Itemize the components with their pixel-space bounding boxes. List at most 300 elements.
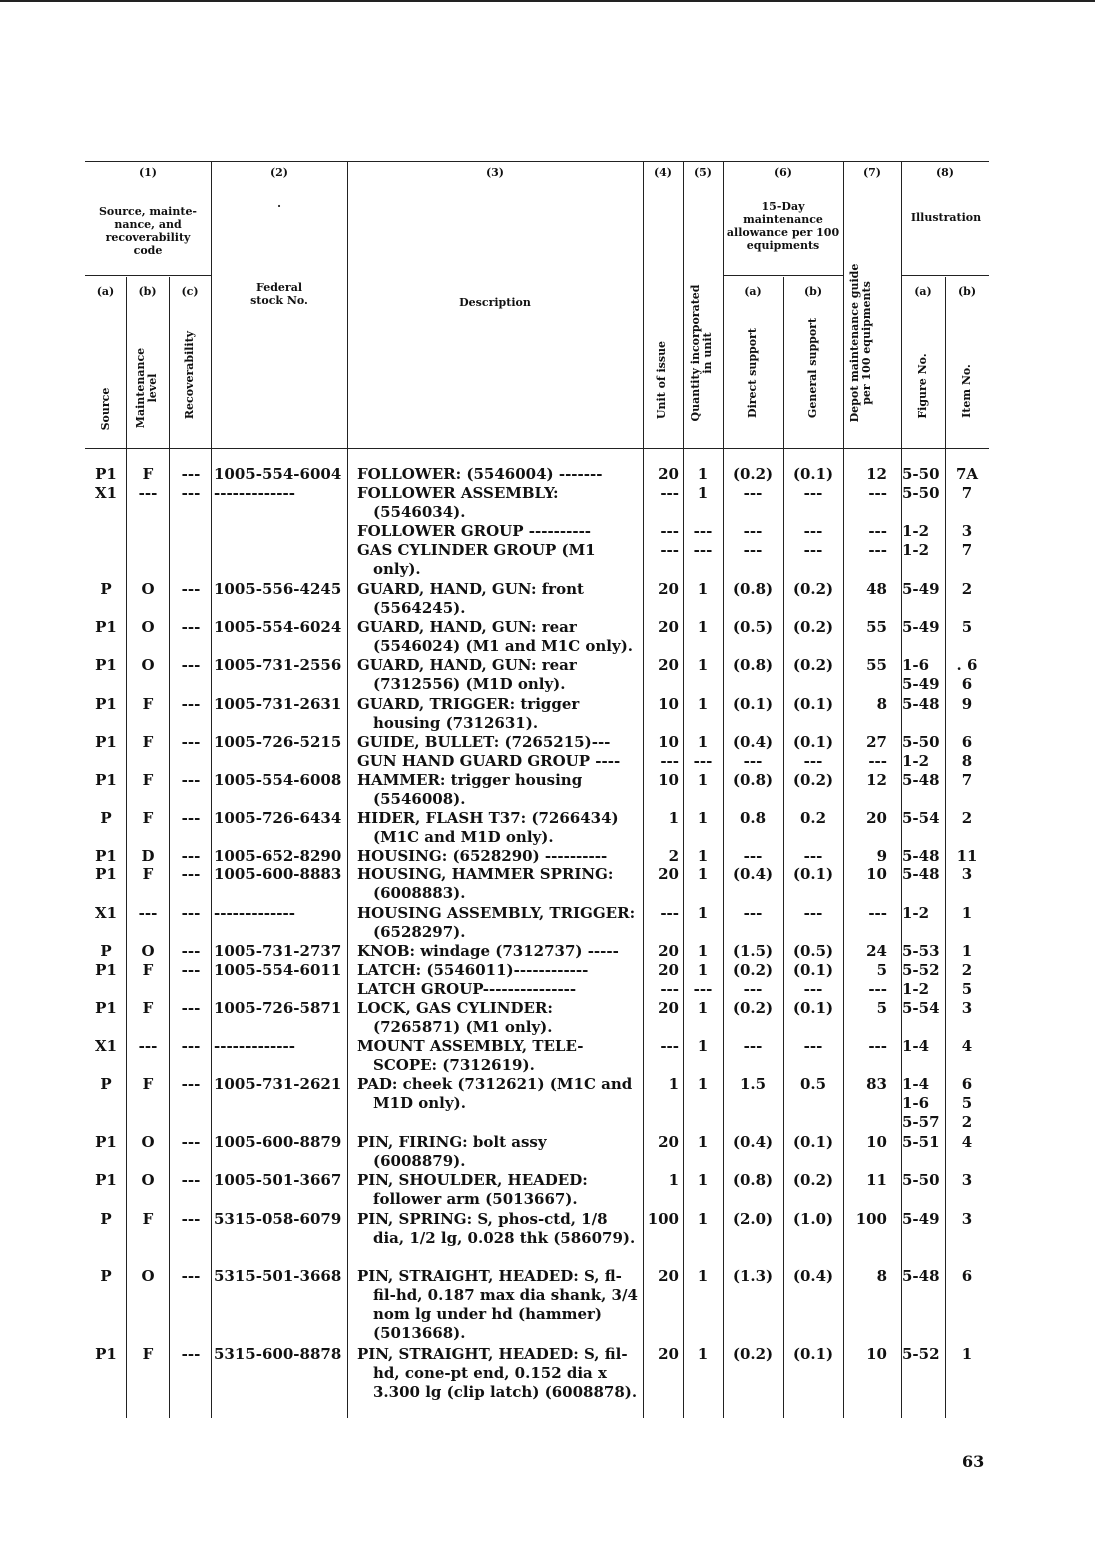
cell-fsn: 1005-731-2621 xyxy=(214,1075,342,1093)
cell-fsn: 1005-726-5215 xyxy=(214,733,342,751)
cell-unit: 10 xyxy=(658,771,679,789)
figure-no-header: Figure No. xyxy=(916,353,929,419)
direct-support-header: Direct support xyxy=(746,328,759,418)
cell-qty: --- xyxy=(693,752,713,770)
cell-description: FOLLOWER ASSEMBLY: (5546034). xyxy=(357,484,559,521)
cell-qty: 1 xyxy=(697,1075,709,1093)
cell-fig: 5-52 xyxy=(902,961,940,979)
cell-fsn: 5315-600-8878 xyxy=(214,1345,342,1363)
cell-item: 9 xyxy=(961,695,973,713)
col-rule xyxy=(169,277,170,1418)
cell-mnt: F xyxy=(142,733,154,751)
cell-src: P xyxy=(100,580,112,598)
cell-qty: --- xyxy=(693,980,713,998)
cell-unit: 20 xyxy=(658,1345,679,1363)
cell-src: X1 xyxy=(94,484,118,502)
unit-of-issue-header: Unit of issue xyxy=(655,340,668,420)
cell-fig-extra: 1-6 xyxy=(902,1094,930,1112)
cell-unit: 20 xyxy=(658,465,679,483)
cell-src: P xyxy=(100,942,112,960)
cell-qty: 1 xyxy=(697,942,709,960)
cell-item: 2 xyxy=(961,809,973,827)
cell-fsn: 1005-554-6024 xyxy=(214,618,342,636)
cell-description: PIN, STRAIGHT, HEADED: S, fil-hd, cone-pt end, 0.152 dia x 3.300 lg (clip latch) (6008878). xyxy=(357,1345,638,1401)
cell-rec: --- xyxy=(181,1267,201,1285)
col-number-6: (6) xyxy=(773,166,793,179)
item-no-header: Item No. xyxy=(960,364,973,418)
cell-mnt: F xyxy=(142,695,154,713)
cell-fig: 1-2 xyxy=(902,522,930,540)
cell-fig: 5-49 xyxy=(902,1210,940,1228)
cell-description: LATCH GROUP--------------- xyxy=(357,980,577,998)
cell-depot: 20 xyxy=(866,809,887,827)
cell-item-extra: 2 xyxy=(961,1113,973,1131)
cell-qty: 1 xyxy=(697,465,709,483)
col-rule xyxy=(126,277,127,1418)
col-rule xyxy=(843,161,844,1418)
cell-gs: --- xyxy=(803,752,823,770)
cell-item: 7 xyxy=(961,484,973,502)
cell-ds: (0.8) xyxy=(732,771,774,789)
cell-ds: --- xyxy=(743,980,763,998)
cell-ds: (0.4) xyxy=(732,733,774,751)
cell-unit: --- xyxy=(660,484,679,502)
col2-dot: · xyxy=(277,200,281,213)
cell-item-extra: 5 xyxy=(961,1094,973,1112)
sub-6a: (a) xyxy=(744,285,762,298)
cell-fig: 5-54 xyxy=(902,809,940,827)
cell-item: 3 xyxy=(961,865,973,883)
cell-rec: --- xyxy=(181,1210,201,1228)
cell-rec: --- xyxy=(181,695,201,713)
cell-ds: (1.5) xyxy=(732,942,774,960)
cell-item: 1 xyxy=(961,904,973,922)
cell-item: 3 xyxy=(961,1171,973,1189)
col8-sub-rule xyxy=(901,275,989,276)
cell-gs: (0.2) xyxy=(792,656,834,674)
cell-fig: 5-53 xyxy=(902,942,940,960)
cell-qty: 1 xyxy=(697,580,709,598)
cell-qty: 1 xyxy=(697,771,709,789)
cell-item: 6 xyxy=(961,1267,973,1285)
cell-src: P1 xyxy=(95,618,117,636)
cell-qty: 1 xyxy=(697,656,709,674)
cell-depot: 5 xyxy=(876,999,887,1017)
cell-fsn: 5315-501-3668 xyxy=(214,1267,342,1285)
cell-item: . 6 xyxy=(956,656,978,674)
cell-depot: 100 xyxy=(855,1210,887,1228)
cell-ds: (0.2) xyxy=(732,999,774,1017)
cell-depot: --- xyxy=(868,904,887,922)
cell-src: P1 xyxy=(95,1133,117,1151)
cell-fig: 1-4 xyxy=(902,1037,930,1055)
cell-fig: 5-50 xyxy=(902,484,940,502)
cell-ds: (1.3) xyxy=(732,1267,774,1285)
cell-gs: --- xyxy=(803,980,823,998)
cell-ds: 0.8 xyxy=(739,809,767,827)
cell-ds: (0.2) xyxy=(732,961,774,979)
header-bottom-rule xyxy=(85,448,989,449)
cell-depot: --- xyxy=(868,1037,887,1055)
cell-fsn: 1005-726-6434 xyxy=(214,809,342,827)
col1-title: Source, mainte-nance, and recoverability code xyxy=(98,205,198,257)
cell-ds: (0.1) xyxy=(732,695,774,713)
cell-unit: 1 xyxy=(668,1171,679,1189)
cell-gs: (0.1) xyxy=(792,999,834,1017)
cell-src: P1 xyxy=(95,656,117,674)
cell-qty: --- xyxy=(693,522,713,540)
cell-ds: (0.5) xyxy=(732,618,774,636)
col-number-3: (3) xyxy=(485,166,505,179)
cell-unit: --- xyxy=(660,522,679,540)
cell-description: FOLLOWER: (5546004) ------- xyxy=(357,465,603,483)
cell-gs: --- xyxy=(803,541,823,559)
cell-ds: --- xyxy=(743,484,763,502)
cell-rec: --- xyxy=(181,865,201,883)
cell-unit: 20 xyxy=(658,865,679,883)
cell-rec: --- xyxy=(181,618,201,636)
cell-qty: 1 xyxy=(697,1133,709,1151)
cell-src: P1 xyxy=(95,1171,117,1189)
cell-depot: 12 xyxy=(866,465,887,483)
cell-src: P xyxy=(100,1075,112,1093)
col-rule xyxy=(211,161,212,1418)
cell-ds: (0.2) xyxy=(732,465,774,483)
cell-gs: (0.5) xyxy=(792,942,834,960)
cell-unit: --- xyxy=(660,1037,679,1055)
cell-description: GAS CYLINDER GROUP (M1 only). xyxy=(357,541,596,578)
cell-item: 8 xyxy=(961,752,973,770)
col6-title: 15-Day maintenance allowance per 100 equipments xyxy=(726,200,840,252)
cell-src: X1 xyxy=(94,1037,118,1055)
cell-mnt: O xyxy=(141,942,155,960)
cell-fig: 5-48 xyxy=(902,1267,940,1285)
cell-mnt: O xyxy=(141,1133,155,1151)
cell-rec: --- xyxy=(181,771,201,789)
col-rule xyxy=(643,161,644,1418)
cell-item: 3 xyxy=(961,999,973,1017)
cell-fig: 5-49 xyxy=(902,618,940,636)
cell-item-extra: 6 xyxy=(961,675,973,693)
cell-rec: --- xyxy=(181,809,201,827)
cell-depot: 24 xyxy=(866,942,887,960)
cell-ds: (0.4) xyxy=(732,865,774,883)
cell-src: P1 xyxy=(95,465,117,483)
col-number-2: (2) xyxy=(269,166,289,179)
cell-qty: 1 xyxy=(697,1345,709,1363)
cell-unit: 1 xyxy=(668,809,679,827)
cell-depot: --- xyxy=(868,752,887,770)
cell-mnt: O xyxy=(141,1267,155,1285)
cell-qty: 1 xyxy=(697,618,709,636)
sub-c: (c) xyxy=(181,285,199,298)
cell-mnt: O xyxy=(141,1171,155,1189)
cell-unit: 20 xyxy=(658,1267,679,1285)
cell-item: 1 xyxy=(961,1345,973,1363)
recoverability-header: Recoverability xyxy=(183,330,196,420)
cell-gs: (0.1) xyxy=(792,695,834,713)
cell-fig: 1-2 xyxy=(902,904,930,922)
cell-gs: (0.2) xyxy=(792,618,834,636)
cell-ds: --- xyxy=(743,904,763,922)
cell-fsn: 1005-554-6004 xyxy=(214,465,342,483)
cell-unit: 1 xyxy=(668,1075,679,1093)
cell-description: HIDER, FLASH T37: (7266434) (M1C and M1D only). xyxy=(357,809,619,846)
cell-item: 7A xyxy=(955,465,979,483)
cell-qty: 1 xyxy=(697,695,709,713)
col-number-8: (8) xyxy=(935,166,955,179)
cell-ds: (2.0) xyxy=(732,1210,774,1228)
cell-description: GUN HAND GUARD GROUP ---- xyxy=(357,752,621,770)
cell-gs: (0.1) xyxy=(792,961,834,979)
cell-item: 6 xyxy=(961,1075,973,1093)
cell-gs: (0.2) xyxy=(792,771,834,789)
cell-depot: 55 xyxy=(866,656,887,674)
cell-fig: 1-6 xyxy=(902,656,930,674)
col6-sub-rule xyxy=(723,275,843,276)
cell-fig-extra: 5-49 xyxy=(902,675,940,693)
cell-unit: 20 xyxy=(658,999,679,1017)
cell-fig: 5-48 xyxy=(902,847,940,865)
cell-unit: 10 xyxy=(658,733,679,751)
col-number-4: (4) xyxy=(653,166,673,179)
cell-mnt: F xyxy=(142,465,154,483)
col-rule xyxy=(683,161,684,1418)
cell-gs: (0.1) xyxy=(792,865,834,883)
cell-fig: 5-50 xyxy=(902,733,940,751)
cell-gs: (0.1) xyxy=(792,733,834,751)
cell-gs: 0.5 xyxy=(799,1075,827,1093)
cell-fsn: ------------- xyxy=(214,1037,295,1055)
cell-item: 2 xyxy=(961,580,973,598)
cell-item: 2 xyxy=(961,961,973,979)
cell-fig: 5-50 xyxy=(902,465,940,483)
general-support-header: General support xyxy=(806,317,819,419)
cell-item: 5 xyxy=(961,980,973,998)
cell-description: LOCK, GAS CYLINDER: (7265871) (M1 only). xyxy=(357,999,553,1036)
cell-rec: --- xyxy=(181,580,201,598)
cell-depot: 8 xyxy=(876,1267,887,1285)
cell-rec: --- xyxy=(181,1171,201,1189)
cell-unit: --- xyxy=(660,980,679,998)
cell-fsn: 1005-731-2556 xyxy=(214,656,342,674)
cell-mnt: F xyxy=(142,865,154,883)
cell-rec: --- xyxy=(181,961,201,979)
cell-qty: 1 xyxy=(697,961,709,979)
cell-unit: --- xyxy=(660,541,679,559)
cell-item: 3 xyxy=(961,522,973,540)
cell-fsn: 1005-731-2737 xyxy=(214,942,342,960)
cell-gs: (0.1) xyxy=(792,1133,834,1151)
cell-item: 1 xyxy=(961,942,973,960)
cell-qty: 1 xyxy=(697,733,709,751)
cell-unit: 20 xyxy=(658,1133,679,1151)
cell-ds: --- xyxy=(743,522,763,540)
cell-mnt: F xyxy=(142,771,154,789)
cell-unit: --- xyxy=(660,904,679,922)
cell-gs: (0.1) xyxy=(792,465,834,483)
cell-rec: --- xyxy=(181,1037,201,1055)
col-number-1: (1) xyxy=(138,166,158,179)
cell-description: HOUSING, HAMMER SPRING: (6008883). xyxy=(357,865,614,902)
cell-gs: --- xyxy=(803,522,823,540)
col3-title: Description xyxy=(459,296,531,309)
cell-item: 3 xyxy=(961,1210,973,1228)
quantity-header: Quantity incorporated in unit xyxy=(689,284,714,422)
cell-rec: --- xyxy=(181,484,201,502)
cell-unit: --- xyxy=(660,752,679,770)
cell-unit: 20 xyxy=(658,961,679,979)
cell-qty: 1 xyxy=(697,1210,709,1228)
cell-mnt: O xyxy=(141,618,155,636)
cell-mnt: --- xyxy=(138,484,158,502)
page-top-rule xyxy=(0,0,1095,2)
cell-unit: 100 xyxy=(647,1210,679,1228)
cell-fig: 1-2 xyxy=(902,541,930,559)
cell-description: GUARD, HAND, GUN: rear (7312556) (M1D only). xyxy=(357,656,577,693)
cell-description: GUIDE, BULLET: (7265215)--- xyxy=(357,733,611,751)
col8-title: Illustration xyxy=(910,211,982,224)
col-number-5: (5) xyxy=(693,166,713,179)
cell-depot: 55 xyxy=(866,618,887,636)
cell-gs: (0.2) xyxy=(792,1171,834,1189)
sub-8a: (a) xyxy=(914,285,932,298)
cell-rec: --- xyxy=(181,656,201,674)
cell-gs: (1.0) xyxy=(792,1210,834,1228)
cell-src: P1 xyxy=(95,695,117,713)
cell-src: P xyxy=(100,1210,112,1228)
cell-src: P1 xyxy=(95,733,117,751)
cell-unit: 20 xyxy=(658,942,679,960)
cell-qty: 1 xyxy=(697,809,709,827)
sub-8b: (b) xyxy=(957,285,977,298)
cell-src: P xyxy=(100,809,112,827)
cell-unit: 20 xyxy=(658,618,679,636)
cell-description: MOUNT ASSEMBLY, TELE-SCOPE: (7312619). xyxy=(357,1037,584,1074)
cell-src: X1 xyxy=(94,904,118,922)
cell-rec: --- xyxy=(181,847,201,865)
cell-fsn: 1005-556-4245 xyxy=(214,580,342,598)
cell-qty: 1 xyxy=(697,847,709,865)
cell-mnt: O xyxy=(141,580,155,598)
cell-description: PIN, SPRING: S, phos-ctd, 1/8 dia, 1/2 lg, 0.028 thk (586079). xyxy=(357,1210,636,1247)
cell-fsn: 1005-652-8290 xyxy=(214,847,342,865)
cell-unit: 2 xyxy=(668,847,679,865)
cell-fsn: 1005-554-6011 xyxy=(214,961,342,979)
cell-gs: --- xyxy=(803,484,823,502)
cell-item: 4 xyxy=(961,1037,973,1055)
cell-src: P1 xyxy=(95,999,117,1017)
cell-ds: 1.5 xyxy=(739,1075,767,1093)
cell-fig: 5-48 xyxy=(902,771,940,789)
cell-ds: (0.4) xyxy=(732,1133,774,1151)
cell-depot: 83 xyxy=(866,1075,887,1093)
cell-unit: 20 xyxy=(658,656,679,674)
sub-6b: (b) xyxy=(803,285,823,298)
cell-description: KNOB: windage (7312737) ----- xyxy=(357,942,619,960)
cell-depot: --- xyxy=(868,541,887,559)
cell-rec: --- xyxy=(181,1133,201,1151)
cell-mnt: D xyxy=(141,847,155,865)
col-rule xyxy=(783,277,784,1418)
cell-item: 7 xyxy=(961,541,973,559)
cell-fig: 5-48 xyxy=(902,695,940,713)
cell-item: 11 xyxy=(956,847,978,865)
cell-depot: 5 xyxy=(876,961,887,979)
cell-rec: --- xyxy=(181,1075,201,1093)
cell-rec: --- xyxy=(181,465,201,483)
cell-description: PAD: cheek (7312621) (M1C and M1D only). xyxy=(357,1075,633,1112)
cell-fig: 5-48 xyxy=(902,865,940,883)
cell-rec: --- xyxy=(181,1345,201,1363)
cell-rec: --- xyxy=(181,733,201,751)
cell-fsn: ------------- xyxy=(214,904,295,922)
cell-depot: 27 xyxy=(866,733,887,751)
cell-ds: --- xyxy=(743,847,763,865)
cell-mnt: --- xyxy=(138,1037,158,1055)
cell-description: PIN, STRAIGHT, HEADED: S, fl-fil-hd, 0.187 max dia shank, 3/4 nom lg under hd (hammer) (5013668). xyxy=(357,1267,638,1342)
cell-rec: --- xyxy=(181,999,201,1017)
cell-fig: 5-52 xyxy=(902,1345,940,1363)
cell-mnt: F xyxy=(142,1075,154,1093)
col2-title: Federal stock No. xyxy=(250,281,308,307)
cell-depot: 9 xyxy=(876,847,887,865)
cell-description: PIN, FIRING: bolt assy (6008879). xyxy=(357,1133,547,1170)
depot-guide-header: Depot maintenance guide per 100 equipments xyxy=(848,263,873,423)
cell-fsn: 1005-731-2631 xyxy=(214,695,342,713)
col1-sub-rule xyxy=(85,275,211,276)
cell-qty: 1 xyxy=(697,1037,709,1055)
cell-src: P1 xyxy=(95,961,117,979)
cell-gs: --- xyxy=(803,904,823,922)
cell-description: LATCH: (5546011)------------ xyxy=(357,961,589,979)
cell-ds: (0.8) xyxy=(732,1171,774,1189)
cell-gs: (0.1) xyxy=(792,1345,834,1363)
cell-src: P1 xyxy=(95,1345,117,1363)
source-header: Source xyxy=(99,387,112,431)
cell-mnt: F xyxy=(142,1345,154,1363)
cell-depot: --- xyxy=(868,522,887,540)
cell-rec: --- xyxy=(181,942,201,960)
cell-gs: --- xyxy=(803,1037,823,1055)
cell-depot: --- xyxy=(868,980,887,998)
cell-item: 4 xyxy=(961,1133,973,1151)
cell-qty: 1 xyxy=(697,1267,709,1285)
cell-fig: 1-4 xyxy=(902,1075,930,1093)
cell-fsn: 5315-058-6079 xyxy=(214,1210,342,1228)
cell-gs: 0.2 xyxy=(799,809,827,827)
cell-ds: (0.8) xyxy=(732,656,774,674)
cell-item: 5 xyxy=(961,618,973,636)
cell-depot: 8 xyxy=(876,695,887,713)
cell-depot: 11 xyxy=(866,1171,887,1189)
cell-description: GUARD, HAND, GUN: rear (5546024) (M1 and M1C only). xyxy=(357,618,634,655)
cell-qty: 1 xyxy=(697,865,709,883)
cell-description: HAMMER: trigger housing (5546008). xyxy=(357,771,583,808)
cell-mnt: F xyxy=(142,999,154,1017)
cell-fsn: ------------- xyxy=(214,484,295,502)
cell-ds: --- xyxy=(743,541,763,559)
cell-unit: 20 xyxy=(658,580,679,598)
cell-fsn: 1005-726-5871 xyxy=(214,999,342,1017)
cell-ds: (0.8) xyxy=(732,580,774,598)
cell-depot: 10 xyxy=(866,1133,887,1151)
cell-fig: 5-50 xyxy=(902,1171,940,1189)
cell-fig: 5-51 xyxy=(902,1133,940,1151)
cell-fig: 1-2 xyxy=(902,752,930,770)
cell-item: 7 xyxy=(961,771,973,789)
cell-fig: 5-49 xyxy=(902,580,940,598)
